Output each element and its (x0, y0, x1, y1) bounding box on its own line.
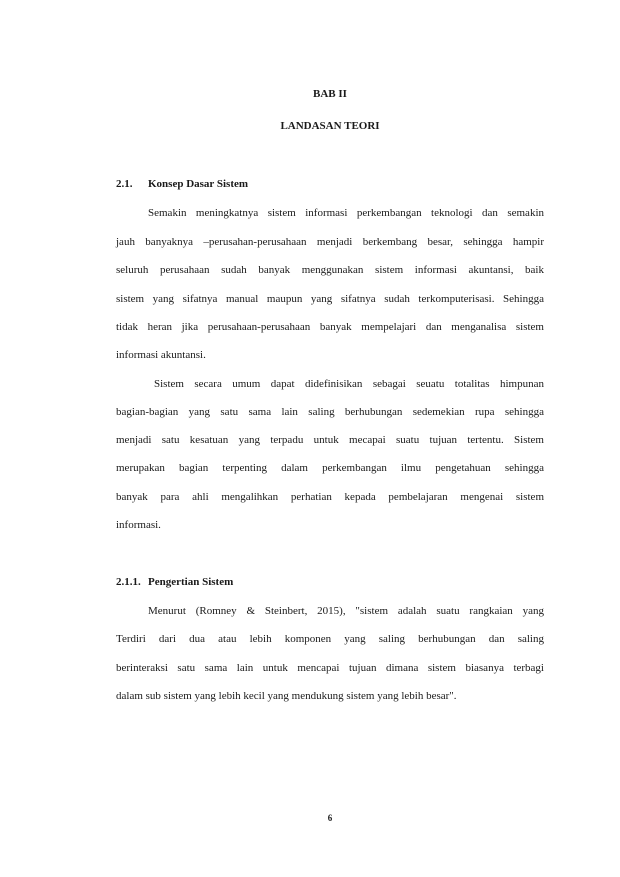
paragraph-line: merupakan bagian terpenting dalam perkembangan ilmu pengetahuan sehingga (116, 462, 544, 474)
paragraph-line: dalam sub sistem yang lebih kecil yang mendukung sistem yang lebih besar". (116, 690, 457, 702)
section-heading-2-1-1 (116, 576, 233, 588)
paragraph-line: banyak para ahli mengalihkan perhatian kepada pembelajaran mengenai sistem (116, 491, 544, 503)
paragraph-line: berinteraksi satu sama lain untuk mencapai tujuan dimana sistem biasanya terbagi (116, 662, 544, 674)
page-number: 6 (327, 813, 333, 823)
paragraph-line: seluruh perusahaan sudah banyak menggunakan sistem informasi akuntansi, baik (116, 264, 544, 276)
paragraph-line: Terdiri dari dua atau lebih komponen yang saling berhubungan dan saling (116, 633, 544, 645)
paragraph-line: jauh banyaknya –perusahan-perusahaan menjadi berkembang besar, sehingga hampir (116, 236, 544, 248)
paragraph-line: Sistem secara umum dapat didefinisikan sebagai seuatu totalitas himpunan (154, 378, 544, 390)
paragraph-line: sistem yang sifatnya manual maupun yang sifatnya sudah terkomputerisasi. Sehingga (116, 293, 544, 305)
paragraph-line: informasi akuntansi. (116, 349, 206, 361)
section-number: 2.1.1. (116, 576, 141, 588)
paragraph-line: tidak heran jika perusahaan-perusahaan banyak mempelajari dan menganalisa sistem (116, 321, 544, 333)
paragraph-line: Semakin meningkatnya sistem informasi perkembangan teknologi dan semakin (148, 207, 544, 219)
paragraph-line: bagian-bagian yang satu sama lain saling berhubungan sedemekian rupa sehingga (116, 406, 544, 418)
paragraph-line: Menurut (Romney & Steinbert, 2015), "sistem adalah suatu rangkaian yang (148, 605, 544, 617)
paragraph-line: menjadi satu kesatuan yang terpadu untuk mecapai suatu tujuan tertentu. Sistem (116, 434, 544, 446)
section-heading-2-1 (116, 178, 248, 190)
paragraph-line: informasi. (116, 519, 161, 531)
section-title: Konsep Dasar Sistem (148, 178, 249, 190)
chapter-title: LANDASAN TEORI (280, 120, 380, 132)
section-number: 2.1. (116, 178, 133, 190)
section-title: Pengertian Sistem (148, 576, 234, 588)
chapter-label: BAB II (313, 88, 347, 100)
